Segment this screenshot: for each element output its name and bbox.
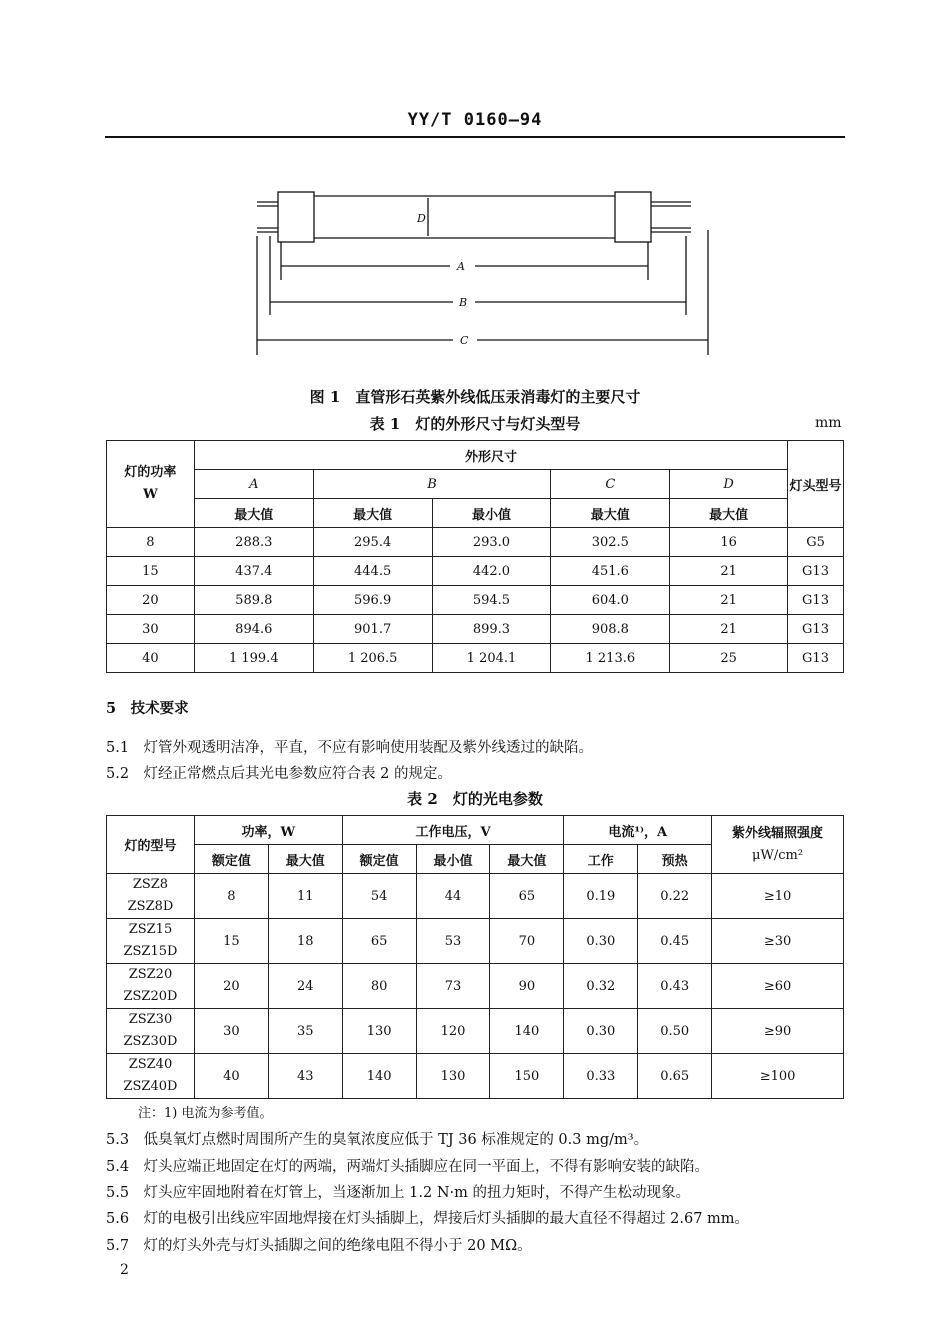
section-heading: 5 技术要求 — [106, 700, 189, 717]
header-a: A — [194, 470, 313, 499]
header-b-max: 最大值 — [313, 499, 432, 528]
header-b: B — [313, 470, 551, 499]
table2-note: 注：1) 电流为参考值。 — [138, 1106, 273, 1121]
table-row: ZSZ20 ZSZ20D 20 24 80 73 90 0.32 0.43 ≥60 — [107, 964, 844, 1009]
header-power-rated: 额定值 — [194, 845, 268, 874]
header-uv: 紫外线辐照强度 μW/cm² — [712, 816, 844, 874]
header-voltage-min: 最小值 — [416, 845, 490, 874]
header-power: 灯的功率 W — [107, 441, 195, 528]
header-d-max: 最大值 — [670, 499, 788, 528]
header-base: 灯头型号 — [788, 441, 844, 528]
clause-5-1: 5.1 灯管外观透明洁净，平直，不应有影响使用装配及紫外线透过的缺陷。 — [106, 740, 594, 756]
standard-code: YY/T 0160—94 — [407, 110, 543, 130]
table-row: 40 1 199.4 1 206.5 1 204.1 1 213.6 25 G13 — [107, 644, 844, 673]
table-row: ZSZ8 ZSZ8D 8 11 54 44 65 0.19 0.22 ≥10 — [107, 874, 844, 919]
clause-5-2: 5.2 灯经正常燃点后其光电参数应符合表 2 的规定。 — [106, 766, 453, 782]
table-row: ZSZ40 ZSZ40D 40 43 140 130 150 0.33 0.65 ≥100 — [107, 1054, 844, 1099]
figure1-caption: 图 1 直管形石英紫外线低压汞消毒灯的主要尺寸 — [309, 388, 641, 406]
table1-unit: mm — [815, 415, 842, 431]
table1-title: 表 1 灯的外形尺寸与灯头型号 — [369, 415, 581, 433]
table2-title: 表 2 灯的光电参数 — [407, 790, 543, 808]
header-rule — [105, 136, 845, 138]
header-c-max: 最大值 — [551, 499, 670, 528]
header-current-work: 工作 — [564, 845, 638, 874]
header-power: 功率，W — [194, 816, 342, 845]
header-model: 灯的型号 — [107, 816, 195, 874]
lamp-dimension-figure — [245, 180, 715, 370]
page-number: 2 — [120, 1262, 129, 1278]
header-b-min: 最小值 — [432, 499, 551, 528]
header-d: D — [670, 470, 788, 499]
clause-5-5: 5.5 灯头应牢固地附着在灯管上，当逐渐加上 1.2 N·m 的扭力矩时，不得产生松动现象。 — [106, 1185, 690, 1201]
table-row: 8 288.3 295.4 293.0 302.5 16 G5 — [107, 528, 844, 557]
header-current-preheat: 预热 — [638, 845, 712, 874]
dim-label-b: B — [459, 296, 468, 309]
clause-5-3: 5.3 低臭氧灯点燃时周围所产生的臭氧浓度应低于 TJ 36 标准规定的 0.3 mg/m³。 — [106, 1132, 649, 1148]
header-voltage-max: 最大值 — [490, 845, 564, 874]
header-dims: 外形尺寸 — [194, 441, 787, 470]
header-power-max: 最大值 — [268, 845, 342, 874]
header-current: 电流¹⁾，A — [564, 816, 712, 845]
clause-5-7: 5.7 灯的灯头外壳与灯头插脚之间的绝缘电阻不得小于 20 MΩ。 — [106, 1238, 532, 1254]
table-row: 30 894.6 901.7 899.3 908.8 21 G13 — [107, 615, 844, 644]
dim-label-a: A — [457, 260, 465, 273]
header-a-max: 最大值 — [194, 499, 313, 528]
clause-5-6: 5.6 灯的电极引出线应牢固地焊接在灯头插脚上，焊接后灯头插脚的最大直径不得超过 2.67 mm。 — [106, 1211, 750, 1227]
dimension-table — [106, 440, 844, 673]
header-voltage-rated: 额定值 — [342, 845, 416, 874]
table-row: 20 589.8 596.9 594.5 604.0 21 G13 — [107, 586, 844, 615]
photoelectric-table — [106, 815, 844, 1099]
header-voltage: 工作电压，V — [342, 816, 564, 845]
dim-label-c: C — [460, 334, 469, 347]
table-row: ZSZ15 ZSZ15D 15 18 65 53 70 0.30 0.45 ≥30 — [107, 919, 844, 964]
header-c: C — [551, 470, 670, 499]
clause-5-4: 5.4 灯头应端正地固定在灯的两端，两端灯头插脚应在同一平面上，不得有影响安装的缺陷。 — [106, 1159, 710, 1175]
dim-label-d: D — [417, 212, 426, 225]
table-row: ZSZ30 ZSZ30D 30 35 130 120 140 0.30 0.50 ≥90 — [107, 1009, 844, 1054]
table-row: 15 437.4 444.5 442.0 451.6 21 G13 — [107, 557, 844, 586]
